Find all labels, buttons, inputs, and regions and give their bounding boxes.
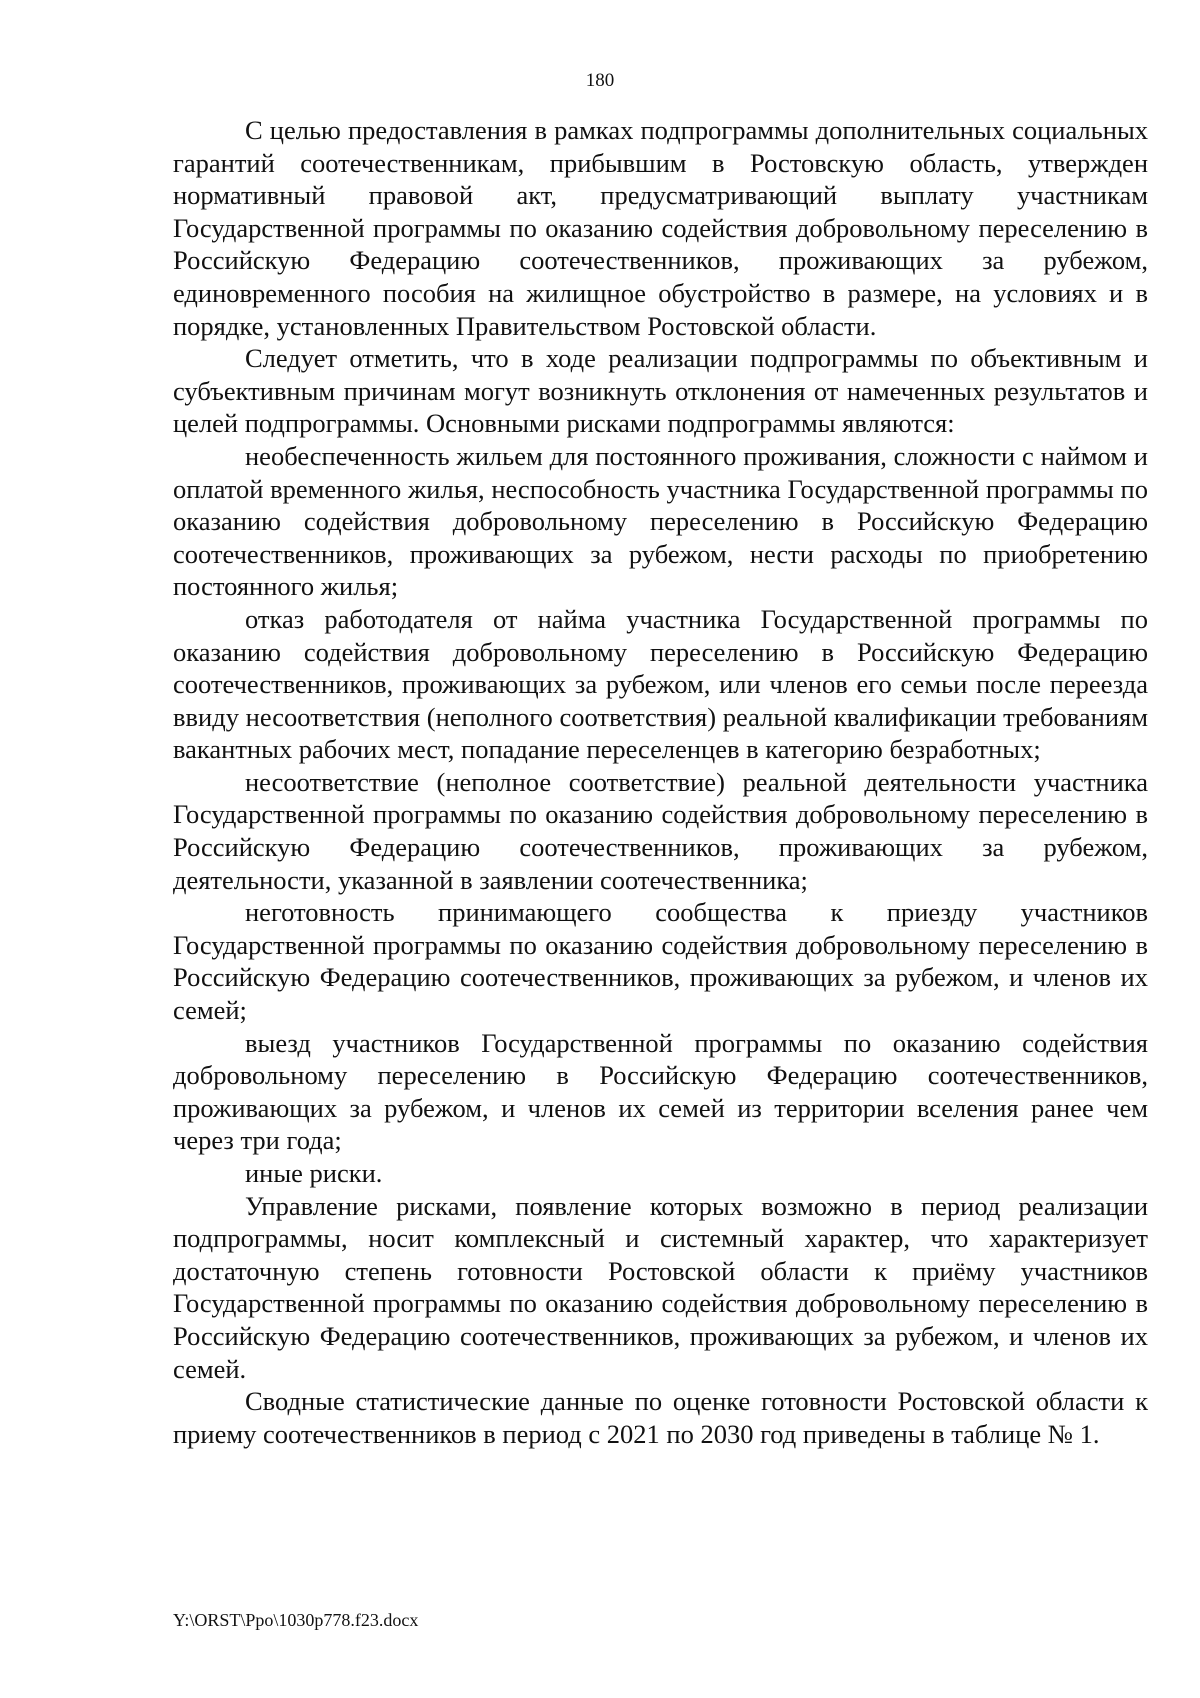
paragraph: необеспеченность жильем для постоянного проживания, сложности с наймом и оплатой временного жилья, неспособность участника Государственной программы по оказанию содействия добровольному переселению в Российскую Федерацию соотечественников, проживающих за рубежом, нести расходы по приобретению постоянного жилья; — [173, 440, 1148, 602]
paragraph: Следует отметить, что в ходе реализации подпрограммы по объективным и субъективным причинам могут возникнуть отклонения от намеченных результатов и целей подпрограммы. Основными рисками подпрограммы являются: — [173, 343, 1148, 439]
paragraph: Сводные статистические данные по оценке готовности Ростовской области к приему соотечественников в период с 2021 по 2030 год приведены в таблице № 1. — [173, 1386, 1148, 1449]
paragraph: неготовность принимающего сообщества к приезду участников Государственной программы по оказанию содействия добровольному переселению в Российскую Федерацию соотечественников, проживающих за рубежом, и членов их семей; — [173, 897, 1148, 1026]
paragraph: отказ работодателя от найма участника Государственной программы по оказанию содействия добровольному переселению в Российскую Федерацию соотечественников, проживающих за рубежом, или членов его семьи после переезда ввиду несоответствия (неполного соответствия) реальной квалификации требованиям вакантных рабочих мест, попадание переселенцев в категорию безработных; — [173, 603, 1148, 765]
footer-file-path: Y:\ORST\Ppo\1030p778.f23.docx — [173, 1610, 419, 1630]
paragraph: Управление рисками, появление которых возможно в период реализации подпрограммы, носит комплексный и системный характер, что характеризует достаточную степень готовности Ростовской области к приёму участников Государственной программы по оказанию содействия добровольному переселению в Российскую Федерацию соотечественников, проживающих за рубежом, и членов их семей. — [173, 1190, 1148, 1384]
paragraph: несоответствие (неполное соответствие) реальной деятельности участника Государственной программы по оказанию содействия добровольному переселению в Российскую Федерацию соотечественников, проживающих за рубежом, деятельности, указанной в заявлении соотечественника; — [173, 766, 1148, 895]
paragraph: выезд участников Государственной программы по оказанию содействия добровольному переселению в Российскую Федерацию соотечественников, проживающих за рубежом, и членов их семей из территории вселения ранее чем через три года; — [173, 1027, 1148, 1156]
paragraph: иные риски. — [245, 1158, 383, 1188]
document-body — [173, 114, 1148, 1450]
paragraph: С целью предоставления в рамках подпрограммы дополнительных социальных гарантий соотечественникам, прибывшим в Ростовскую область, утвержден нормативный правовой акт, предусматривающий выплату участникам Государственной программы по оказанию содействия добровольному переселению в Российскую Федерацию соотечественников, проживающих за рубежом, единовременного пособия на жилищное обустройство в размере, на условиях и в порядке, установленных Правительством Ростовской области. — [173, 115, 1148, 341]
page-number: 180 — [585, 70, 615, 91]
